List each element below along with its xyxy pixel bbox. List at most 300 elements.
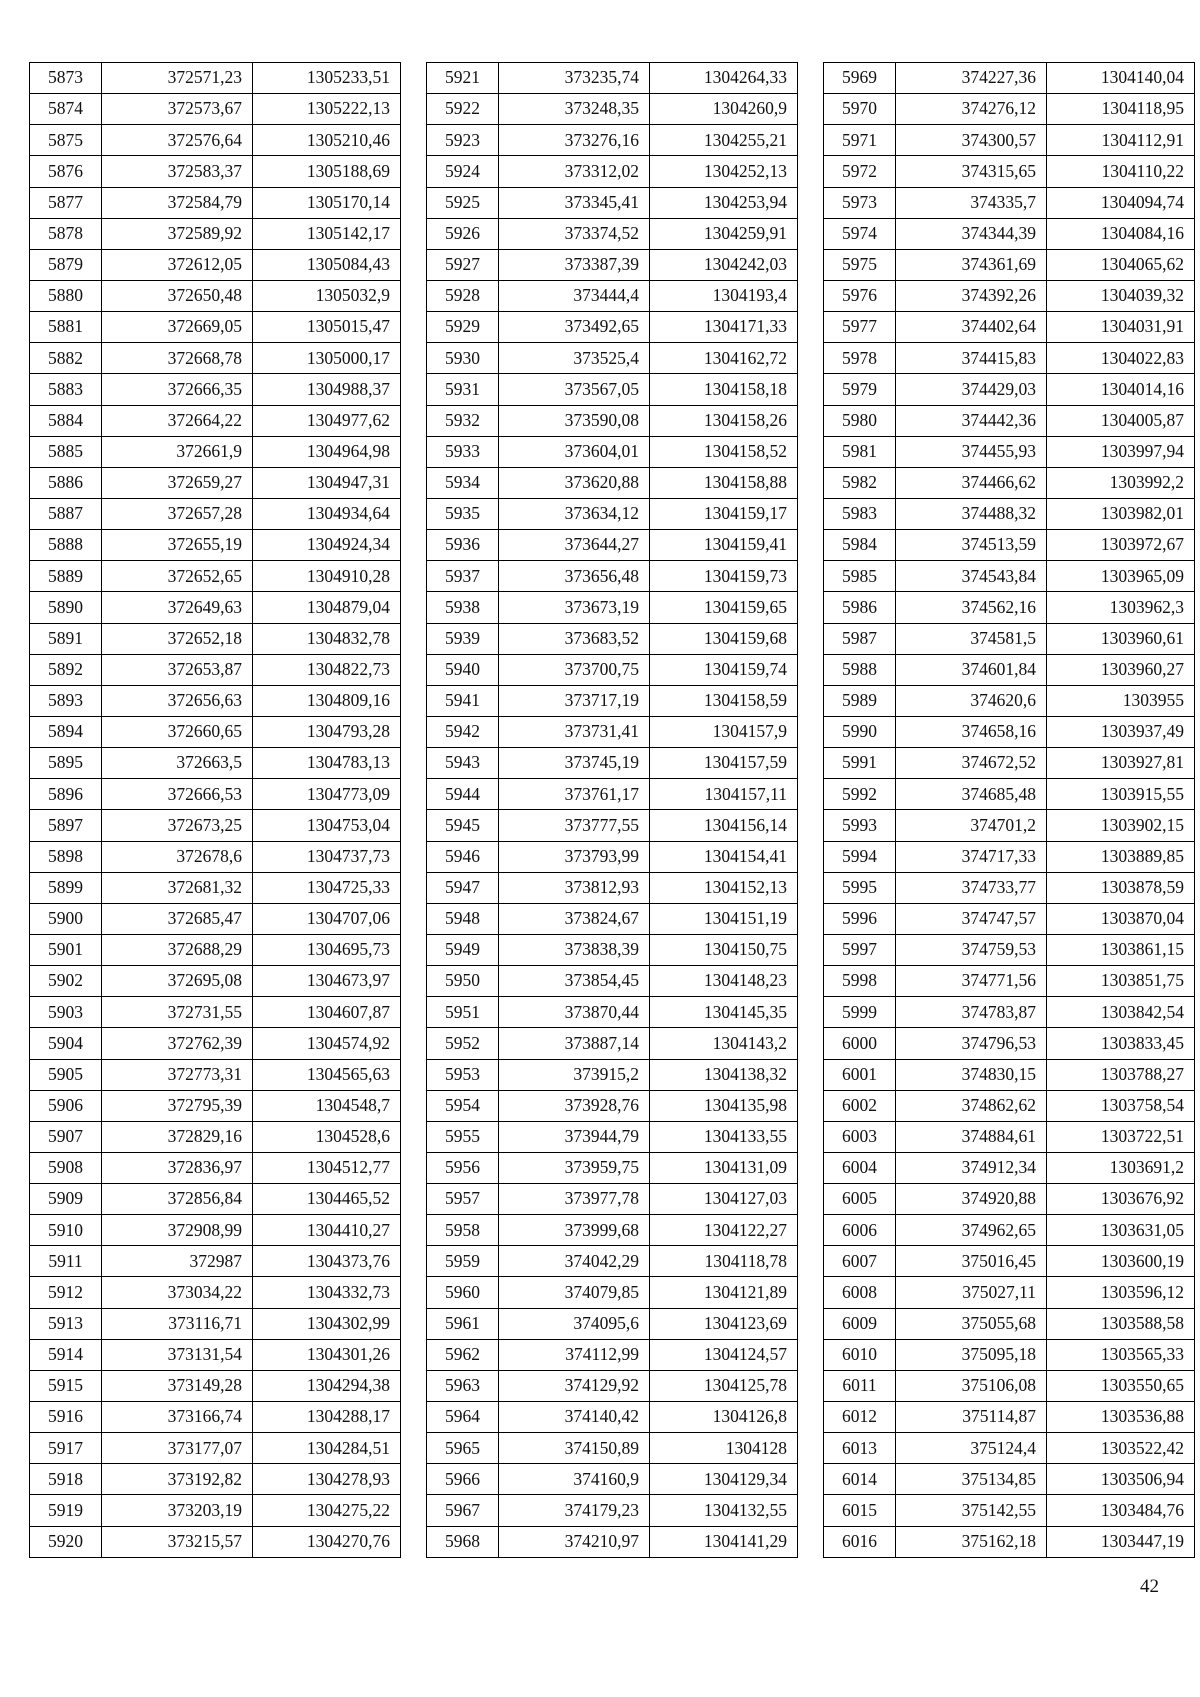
point-number-cell: 5954 bbox=[427, 1090, 499, 1121]
table-row bbox=[30, 63, 401, 94]
point-number-cell: 5970 bbox=[824, 94, 896, 125]
table-row bbox=[824, 530, 1195, 561]
table-row bbox=[824, 1121, 1195, 1152]
y-coordinate-cell: 1304607,87 bbox=[253, 997, 401, 1028]
x-coordinate-cell: 373812,93 bbox=[499, 872, 650, 903]
point-number-cell: 6007 bbox=[824, 1246, 896, 1277]
y-coordinate-cell: 1304159,74 bbox=[650, 654, 798, 685]
point-number-cell: 5955 bbox=[427, 1121, 499, 1152]
x-coordinate-cell: 374112,99 bbox=[499, 1339, 650, 1370]
point-number-cell: 5953 bbox=[427, 1059, 499, 1090]
table-row bbox=[427, 63, 798, 94]
y-coordinate-cell: 1303889,85 bbox=[1047, 841, 1195, 872]
point-number-cell: 6012 bbox=[824, 1402, 896, 1433]
table-row bbox=[427, 218, 798, 249]
point-number-cell: 5883 bbox=[30, 374, 102, 405]
y-coordinate-cell: 1303676,92 bbox=[1047, 1184, 1195, 1215]
table-row bbox=[427, 530, 798, 561]
x-coordinate-cell: 374717,33 bbox=[896, 841, 1047, 872]
y-coordinate-cell: 1304154,41 bbox=[650, 841, 798, 872]
point-number-cell: 5986 bbox=[824, 592, 896, 623]
point-number-cell: 5879 bbox=[30, 249, 102, 280]
y-coordinate-cell: 1304022,83 bbox=[1047, 343, 1195, 374]
x-coordinate-cell: 373116,71 bbox=[102, 1308, 253, 1339]
table-row bbox=[427, 779, 798, 810]
x-coordinate-cell: 374796,53 bbox=[896, 1028, 1047, 1059]
x-coordinate-cell: 374227,36 bbox=[896, 63, 1047, 94]
point-number-cell: 5963 bbox=[427, 1370, 499, 1401]
table-row bbox=[30, 374, 401, 405]
y-coordinate-cell: 1304159,68 bbox=[650, 623, 798, 654]
y-coordinate-cell: 1304014,16 bbox=[1047, 374, 1195, 405]
x-coordinate-cell: 373604,01 bbox=[499, 436, 650, 467]
y-coordinate-cell: 1304879,04 bbox=[253, 592, 401, 623]
y-coordinate-cell: 1305188,69 bbox=[253, 156, 401, 187]
point-number-cell: 5878 bbox=[30, 218, 102, 249]
point-number-cell: 5999 bbox=[824, 997, 896, 1028]
y-coordinate-cell: 1303447,19 bbox=[1047, 1526, 1195, 1557]
table-row bbox=[824, 218, 1195, 249]
x-coordinate-cell: 374129,92 bbox=[499, 1370, 650, 1401]
table-row bbox=[30, 1184, 401, 1215]
x-coordinate-cell: 372688,29 bbox=[102, 934, 253, 965]
table-row bbox=[824, 903, 1195, 934]
y-coordinate-cell: 1304031,91 bbox=[1047, 312, 1195, 343]
point-number-cell: 5987 bbox=[824, 623, 896, 654]
y-coordinate-cell: 1304132,55 bbox=[650, 1495, 798, 1526]
x-coordinate-cell: 373700,75 bbox=[499, 654, 650, 685]
y-coordinate-cell: 1303788,27 bbox=[1047, 1059, 1195, 1090]
table-row bbox=[427, 1246, 798, 1277]
table-row bbox=[824, 654, 1195, 685]
y-coordinate-cell: 1304809,16 bbox=[253, 685, 401, 716]
x-coordinate-cell: 374884,61 bbox=[896, 1121, 1047, 1152]
x-coordinate-cell: 374513,59 bbox=[896, 530, 1047, 561]
table-row bbox=[30, 1339, 401, 1370]
point-number-cell: 6015 bbox=[824, 1495, 896, 1526]
table-row bbox=[427, 467, 798, 498]
x-coordinate-cell: 374276,12 bbox=[896, 94, 1047, 125]
y-coordinate-cell: 1304128 bbox=[650, 1433, 798, 1464]
y-coordinate-cell: 1303861,15 bbox=[1047, 934, 1195, 965]
table-row bbox=[30, 498, 401, 529]
y-coordinate-cell: 1304124,57 bbox=[650, 1339, 798, 1370]
y-coordinate-cell: 1304988,37 bbox=[253, 374, 401, 405]
y-coordinate-cell: 1303550,65 bbox=[1047, 1370, 1195, 1401]
y-coordinate-cell: 1303902,15 bbox=[1047, 810, 1195, 841]
point-number-cell: 5912 bbox=[30, 1277, 102, 1308]
x-coordinate-cell: 372584,79 bbox=[102, 187, 253, 218]
point-number-cell: 5968 bbox=[427, 1526, 499, 1557]
x-coordinate-cell: 372652,18 bbox=[102, 623, 253, 654]
x-coordinate-cell: 373203,19 bbox=[102, 1495, 253, 1526]
y-coordinate-cell: 1304753,04 bbox=[253, 810, 401, 841]
table-row bbox=[824, 63, 1195, 94]
y-coordinate-cell: 1304157,59 bbox=[650, 748, 798, 779]
x-coordinate-cell: 372659,27 bbox=[102, 467, 253, 498]
point-number-cell: 5967 bbox=[427, 1495, 499, 1526]
table-row bbox=[427, 623, 798, 654]
y-coordinate-cell: 1304159,65 bbox=[650, 592, 798, 623]
point-number-cell: 5881 bbox=[30, 312, 102, 343]
x-coordinate-cell: 375114,87 bbox=[896, 1402, 1047, 1433]
table-row bbox=[30, 280, 401, 311]
x-coordinate-cell: 372673,25 bbox=[102, 810, 253, 841]
table-row bbox=[30, 156, 401, 187]
y-coordinate-cell: 1304005,87 bbox=[1047, 405, 1195, 436]
x-coordinate-cell: 374601,84 bbox=[896, 654, 1047, 685]
table-row bbox=[427, 125, 798, 156]
table-row bbox=[824, 748, 1195, 779]
x-coordinate-cell: 372681,32 bbox=[102, 872, 253, 903]
y-coordinate-cell: 1304157,9 bbox=[650, 716, 798, 747]
table-row bbox=[824, 685, 1195, 716]
table-row bbox=[30, 1028, 401, 1059]
table-row bbox=[30, 1121, 401, 1152]
table-row bbox=[427, 498, 798, 529]
y-coordinate-cell: 1304252,13 bbox=[650, 156, 798, 187]
x-coordinate-cell: 374315,65 bbox=[896, 156, 1047, 187]
point-number-cell: 5914 bbox=[30, 1339, 102, 1370]
table-row bbox=[824, 1059, 1195, 1090]
x-coordinate-cell: 372664,22 bbox=[102, 405, 253, 436]
table-row bbox=[30, 748, 401, 779]
point-number-cell: 5974 bbox=[824, 218, 896, 249]
point-number-cell: 6011 bbox=[824, 1370, 896, 1401]
x-coordinate-cell: 372661,9 bbox=[102, 436, 253, 467]
point-number-cell: 5895 bbox=[30, 748, 102, 779]
point-number-cell: 5964 bbox=[427, 1402, 499, 1433]
table-row bbox=[427, 841, 798, 872]
point-number-cell: 5913 bbox=[30, 1308, 102, 1339]
table-row bbox=[824, 94, 1195, 125]
y-coordinate-cell: 1303691,2 bbox=[1047, 1152, 1195, 1183]
x-coordinate-cell: 372829,16 bbox=[102, 1121, 253, 1152]
point-number-cell: 5920 bbox=[30, 1526, 102, 1557]
point-number-cell: 5952 bbox=[427, 1028, 499, 1059]
point-number-cell: 5969 bbox=[824, 63, 896, 94]
table-row bbox=[824, 1152, 1195, 1183]
point-number-cell: 5960 bbox=[427, 1277, 499, 1308]
point-number-cell: 5981 bbox=[824, 436, 896, 467]
table-row bbox=[824, 405, 1195, 436]
point-number-cell: 5971 bbox=[824, 125, 896, 156]
table-row bbox=[824, 1184, 1195, 1215]
point-number-cell: 6016 bbox=[824, 1526, 896, 1557]
table-row bbox=[30, 1495, 401, 1526]
point-number-cell: 5933 bbox=[427, 436, 499, 467]
y-coordinate-cell: 1304528,6 bbox=[253, 1121, 401, 1152]
x-coordinate-cell: 373567,05 bbox=[499, 374, 650, 405]
x-coordinate-cell: 373731,41 bbox=[499, 716, 650, 747]
point-number-cell: 5925 bbox=[427, 187, 499, 218]
table-row bbox=[824, 779, 1195, 810]
y-coordinate-cell: 1303992,2 bbox=[1047, 467, 1195, 498]
table-row bbox=[30, 592, 401, 623]
x-coordinate-cell: 375134,85 bbox=[896, 1464, 1047, 1495]
table-row bbox=[427, 156, 798, 187]
point-number-cell: 5928 bbox=[427, 280, 499, 311]
x-coordinate-cell: 373387,39 bbox=[499, 249, 650, 280]
point-number-cell: 5901 bbox=[30, 934, 102, 965]
y-coordinate-cell: 1304150,75 bbox=[650, 934, 798, 965]
x-coordinate-cell: 374210,97 bbox=[499, 1526, 650, 1557]
x-coordinate-cell: 372571,23 bbox=[102, 63, 253, 94]
y-coordinate-cell: 1304737,73 bbox=[253, 841, 401, 872]
x-coordinate-cell: 373854,45 bbox=[499, 966, 650, 997]
point-number-cell: 5906 bbox=[30, 1090, 102, 1121]
point-number-cell: 5943 bbox=[427, 748, 499, 779]
y-coordinate-cell: 1304822,73 bbox=[253, 654, 401, 685]
point-number-cell: 5976 bbox=[824, 280, 896, 311]
table-row bbox=[30, 343, 401, 374]
point-number-cell: 5973 bbox=[824, 187, 896, 218]
table-row bbox=[824, 1090, 1195, 1121]
table-row bbox=[824, 436, 1195, 467]
point-number-cell: 6006 bbox=[824, 1215, 896, 1246]
table-row bbox=[824, 374, 1195, 405]
point-number-cell: 6009 bbox=[824, 1308, 896, 1339]
x-coordinate-cell: 375027,11 bbox=[896, 1277, 1047, 1308]
y-coordinate-cell: 1304695,73 bbox=[253, 934, 401, 965]
table-row bbox=[427, 592, 798, 623]
point-number-cell: 5984 bbox=[824, 530, 896, 561]
point-number-cell: 5890 bbox=[30, 592, 102, 623]
x-coordinate-cell: 374140,42 bbox=[499, 1402, 650, 1433]
x-coordinate-cell: 372668,78 bbox=[102, 343, 253, 374]
x-coordinate-cell: 374830,15 bbox=[896, 1059, 1047, 1090]
y-coordinate-cell: 1303588,58 bbox=[1047, 1308, 1195, 1339]
point-number-cell: 6001 bbox=[824, 1059, 896, 1090]
table-row bbox=[427, 436, 798, 467]
point-number-cell: 5902 bbox=[30, 966, 102, 997]
point-number-cell: 5980 bbox=[824, 405, 896, 436]
y-coordinate-cell: 1305084,43 bbox=[253, 249, 401, 280]
y-coordinate-cell: 1304725,33 bbox=[253, 872, 401, 903]
point-number-cell: 5915 bbox=[30, 1370, 102, 1401]
y-coordinate-cell: 1304159,41 bbox=[650, 530, 798, 561]
x-coordinate-cell: 374442,36 bbox=[896, 405, 1047, 436]
y-coordinate-cell: 1304121,89 bbox=[650, 1277, 798, 1308]
y-coordinate-cell: 1304065,62 bbox=[1047, 249, 1195, 280]
table-row bbox=[30, 716, 401, 747]
table-row bbox=[824, 1028, 1195, 1059]
point-number-cell: 5897 bbox=[30, 810, 102, 841]
x-coordinate-cell: 373717,19 bbox=[499, 685, 650, 716]
table-row bbox=[427, 1121, 798, 1152]
point-number-cell: 5998 bbox=[824, 966, 896, 997]
point-number-cell: 5896 bbox=[30, 779, 102, 810]
y-coordinate-cell: 1304332,73 bbox=[253, 1277, 401, 1308]
y-coordinate-cell: 1304260,9 bbox=[650, 94, 798, 125]
y-coordinate-cell: 1304193,4 bbox=[650, 280, 798, 311]
point-number-cell: 5950 bbox=[427, 966, 499, 997]
y-coordinate-cell: 1304158,88 bbox=[650, 467, 798, 498]
x-coordinate-cell: 374562,16 bbox=[896, 592, 1047, 623]
point-number-cell: 5941 bbox=[427, 685, 499, 716]
x-coordinate-cell: 373745,19 bbox=[499, 748, 650, 779]
table-row bbox=[824, 997, 1195, 1028]
x-coordinate-cell: 374685,48 bbox=[896, 779, 1047, 810]
table-row bbox=[427, 374, 798, 405]
x-coordinate-cell: 374920,88 bbox=[896, 1184, 1047, 1215]
point-number-cell: 5911 bbox=[30, 1246, 102, 1277]
table-row bbox=[427, 1526, 798, 1557]
point-number-cell: 5935 bbox=[427, 498, 499, 529]
y-coordinate-cell: 1304126,8 bbox=[650, 1402, 798, 1433]
table-row bbox=[824, 156, 1195, 187]
table-row bbox=[824, 1339, 1195, 1370]
table-row bbox=[30, 1308, 401, 1339]
table-row bbox=[30, 623, 401, 654]
point-number-cell: 5993 bbox=[824, 810, 896, 841]
point-number-cell: 5932 bbox=[427, 405, 499, 436]
x-coordinate-cell: 374543,84 bbox=[896, 561, 1047, 592]
point-number-cell: 5891 bbox=[30, 623, 102, 654]
y-coordinate-cell: 1303522,42 bbox=[1047, 1433, 1195, 1464]
y-coordinate-cell: 1305210,46 bbox=[253, 125, 401, 156]
table-row bbox=[427, 343, 798, 374]
x-coordinate-cell: 374771,56 bbox=[896, 966, 1047, 997]
x-coordinate-cell: 374415,83 bbox=[896, 343, 1047, 374]
x-coordinate-cell: 374747,57 bbox=[896, 903, 1047, 934]
x-coordinate-cell: 373959,75 bbox=[499, 1152, 650, 1183]
table-row bbox=[824, 187, 1195, 218]
x-coordinate-cell: 373777,55 bbox=[499, 810, 650, 841]
y-coordinate-cell: 1304255,21 bbox=[650, 125, 798, 156]
point-number-cell: 5958 bbox=[427, 1215, 499, 1246]
y-coordinate-cell: 1303631,05 bbox=[1047, 1215, 1195, 1246]
point-number-cell: 5961 bbox=[427, 1308, 499, 1339]
x-coordinate-cell: 375142,55 bbox=[896, 1495, 1047, 1526]
y-coordinate-cell: 1304143,2 bbox=[650, 1028, 798, 1059]
point-number-cell: 5966 bbox=[427, 1464, 499, 1495]
x-coordinate-cell: 373131,54 bbox=[102, 1339, 253, 1370]
table-row bbox=[30, 1215, 401, 1246]
point-number-cell: 6005 bbox=[824, 1184, 896, 1215]
point-number-cell: 5949 bbox=[427, 934, 499, 965]
table-row bbox=[824, 1215, 1195, 1246]
y-coordinate-cell: 1303565,33 bbox=[1047, 1339, 1195, 1370]
x-coordinate-cell: 373928,76 bbox=[499, 1090, 650, 1121]
table-row bbox=[30, 467, 401, 498]
x-coordinate-cell: 372666,35 bbox=[102, 374, 253, 405]
point-number-cell: 5876 bbox=[30, 156, 102, 187]
table-row bbox=[427, 997, 798, 1028]
point-number-cell: 5983 bbox=[824, 498, 896, 529]
table-body bbox=[427, 63, 798, 1558]
y-coordinate-cell: 1303870,04 bbox=[1047, 903, 1195, 934]
table-row bbox=[427, 966, 798, 997]
point-number-cell: 5887 bbox=[30, 498, 102, 529]
y-coordinate-cell: 1304158,26 bbox=[650, 405, 798, 436]
y-coordinate-cell: 1304159,17 bbox=[650, 498, 798, 529]
y-coordinate-cell: 1304159,73 bbox=[650, 561, 798, 592]
point-number-cell: 5994 bbox=[824, 841, 896, 872]
x-coordinate-cell: 372583,37 bbox=[102, 156, 253, 187]
x-coordinate-cell: 372653,87 bbox=[102, 654, 253, 685]
y-coordinate-cell: 1304158,52 bbox=[650, 436, 798, 467]
x-coordinate-cell: 374466,62 bbox=[896, 467, 1047, 498]
x-coordinate-cell: 373590,08 bbox=[499, 405, 650, 436]
point-number-cell: 5900 bbox=[30, 903, 102, 934]
x-coordinate-cell: 374701,2 bbox=[896, 810, 1047, 841]
table-row bbox=[427, 1090, 798, 1121]
point-number-cell: 5904 bbox=[30, 1028, 102, 1059]
x-coordinate-cell: 374658,16 bbox=[896, 716, 1047, 747]
table-row bbox=[30, 249, 401, 280]
table-row bbox=[427, 654, 798, 685]
point-number-cell: 5946 bbox=[427, 841, 499, 872]
x-coordinate-cell: 373683,52 bbox=[499, 623, 650, 654]
point-number-cell: 5982 bbox=[824, 467, 896, 498]
point-number-cell: 5962 bbox=[427, 1339, 499, 1370]
x-coordinate-cell: 374402,64 bbox=[896, 312, 1047, 343]
y-coordinate-cell: 1304977,62 bbox=[253, 405, 401, 436]
x-coordinate-cell: 372612,05 bbox=[102, 249, 253, 280]
x-coordinate-cell: 372663,5 bbox=[102, 748, 253, 779]
point-number-cell: 5959 bbox=[427, 1246, 499, 1277]
y-coordinate-cell: 1304707,06 bbox=[253, 903, 401, 934]
y-coordinate-cell: 1304783,13 bbox=[253, 748, 401, 779]
y-coordinate-cell: 1303972,67 bbox=[1047, 530, 1195, 561]
y-coordinate-cell: 1304156,14 bbox=[650, 810, 798, 841]
table-row bbox=[824, 343, 1195, 374]
y-coordinate-cell: 1304122,27 bbox=[650, 1215, 798, 1246]
point-number-cell: 5940 bbox=[427, 654, 499, 685]
point-number-cell: 5894 bbox=[30, 716, 102, 747]
point-number-cell: 6004 bbox=[824, 1152, 896, 1183]
y-coordinate-cell: 1303758,54 bbox=[1047, 1090, 1195, 1121]
y-coordinate-cell: 1303962,3 bbox=[1047, 592, 1195, 623]
table-row bbox=[824, 1246, 1195, 1277]
x-coordinate-cell: 373034,22 bbox=[102, 1277, 253, 1308]
table-row bbox=[427, 872, 798, 903]
y-coordinate-cell: 1304964,98 bbox=[253, 436, 401, 467]
point-number-cell: 5873 bbox=[30, 63, 102, 94]
table-row bbox=[427, 1495, 798, 1526]
table-row bbox=[427, 903, 798, 934]
x-coordinate-cell: 373215,57 bbox=[102, 1526, 253, 1557]
y-coordinate-cell: 1304157,11 bbox=[650, 779, 798, 810]
x-coordinate-cell: 375095,18 bbox=[896, 1339, 1047, 1370]
y-coordinate-cell: 1303536,88 bbox=[1047, 1402, 1195, 1433]
table-row bbox=[824, 280, 1195, 311]
table-row bbox=[30, 125, 401, 156]
x-coordinate-cell: 372762,39 bbox=[102, 1028, 253, 1059]
x-coordinate-cell: 372856,84 bbox=[102, 1184, 253, 1215]
y-coordinate-cell: 1304832,78 bbox=[253, 623, 401, 654]
y-coordinate-cell: 1305170,14 bbox=[253, 187, 401, 218]
x-coordinate-cell: 373620,88 bbox=[499, 467, 650, 498]
y-coordinate-cell: 1304270,76 bbox=[253, 1526, 401, 1557]
table-row bbox=[824, 1308, 1195, 1339]
table-row bbox=[30, 187, 401, 218]
y-coordinate-cell: 1304039,32 bbox=[1047, 280, 1195, 311]
table-row bbox=[30, 997, 401, 1028]
x-coordinate-cell: 374095,6 bbox=[499, 1308, 650, 1339]
point-number-cell: 5893 bbox=[30, 685, 102, 716]
x-coordinate-cell: 373235,74 bbox=[499, 63, 650, 94]
table-row bbox=[824, 1464, 1195, 1495]
y-coordinate-cell: 1304133,55 bbox=[650, 1121, 798, 1152]
table-row bbox=[427, 249, 798, 280]
table-row bbox=[427, 685, 798, 716]
point-number-cell: 5919 bbox=[30, 1495, 102, 1526]
x-coordinate-cell: 375162,18 bbox=[896, 1526, 1047, 1557]
point-number-cell: 5956 bbox=[427, 1152, 499, 1183]
point-number-cell: 5988 bbox=[824, 654, 896, 685]
